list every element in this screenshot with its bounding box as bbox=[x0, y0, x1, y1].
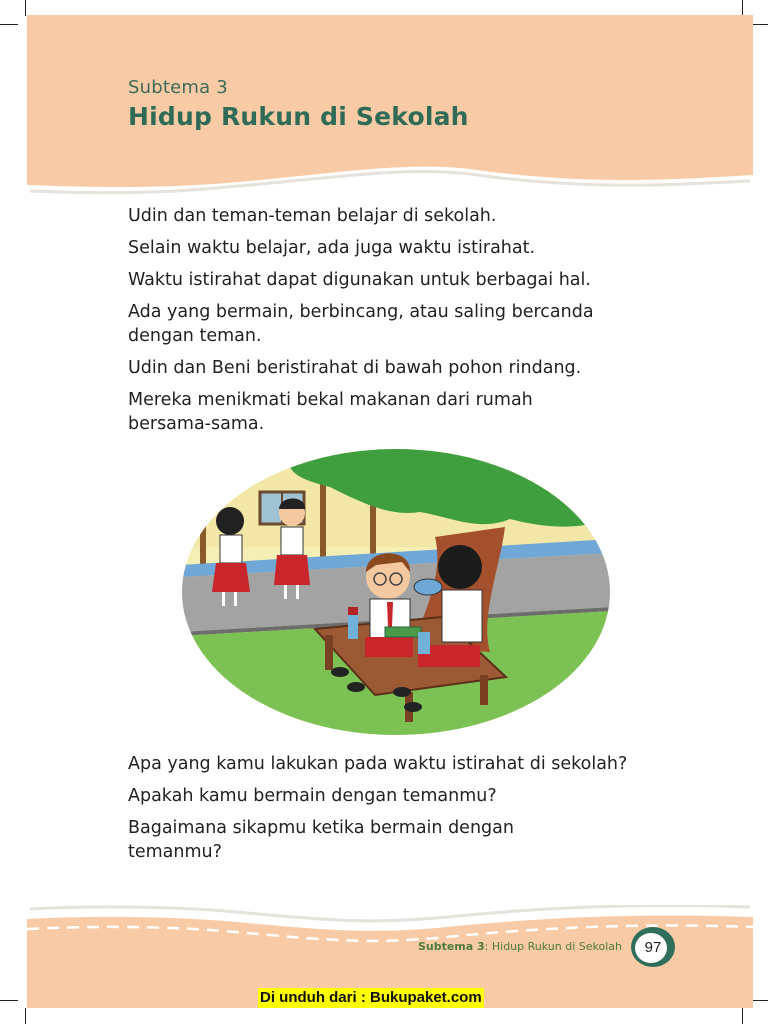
story-text bbox=[128, 204, 688, 444]
paragraph: Udin dan teman-teman belajar di sekolah. bbox=[128, 206, 497, 226]
paragraph: Mereka menikmati bekal makanan dari rumah bersama-sama. bbox=[128, 390, 533, 434]
paragraph: Selain waktu belajar, ada juga waktu istirahat. bbox=[128, 238, 536, 258]
download-watermark: Di unduh dari : Bukupaket.com bbox=[260, 989, 482, 1006]
crop-mark bbox=[742, 0, 743, 16]
illustration-students-resting bbox=[180, 447, 612, 737]
crop-mark bbox=[25, 1008, 26, 1024]
crop-mark bbox=[25, 0, 26, 16]
page-title: Hidup Rukun di Sekolah bbox=[128, 102, 469, 131]
question: Bagaimana sikapmu ketika bermain dengan temanmu? bbox=[128, 818, 514, 862]
questions-text bbox=[128, 752, 688, 872]
footer-caption-rest: : Hidup Rukun di Sekolah bbox=[484, 940, 622, 953]
page-number: 97 bbox=[644, 938, 662, 956]
crop-mark bbox=[0, 1000, 18, 1001]
question: Apakah kamu bermain dengan temanmu? bbox=[128, 786, 497, 806]
subtema-label: Subtema 3 bbox=[128, 77, 228, 98]
paragraph: Ada yang bermain, berbincang, atau saling bercanda dengan teman. bbox=[128, 302, 594, 346]
crop-mark bbox=[0, 24, 18, 25]
paragraph: Waktu istirahat dapat digunakan untuk berbagai hal. bbox=[128, 270, 591, 290]
footer-caption-bold: Subtema 3 bbox=[417, 940, 485, 953]
footer-caption bbox=[418, 940, 622, 953]
paragraph: Udin dan Beni beristirahat di bawah pohon rindang. bbox=[128, 358, 582, 378]
crop-mark bbox=[742, 1008, 743, 1024]
question: Apa yang kamu lakukan pada waktu istirahat di sekolah? bbox=[128, 754, 628, 774]
